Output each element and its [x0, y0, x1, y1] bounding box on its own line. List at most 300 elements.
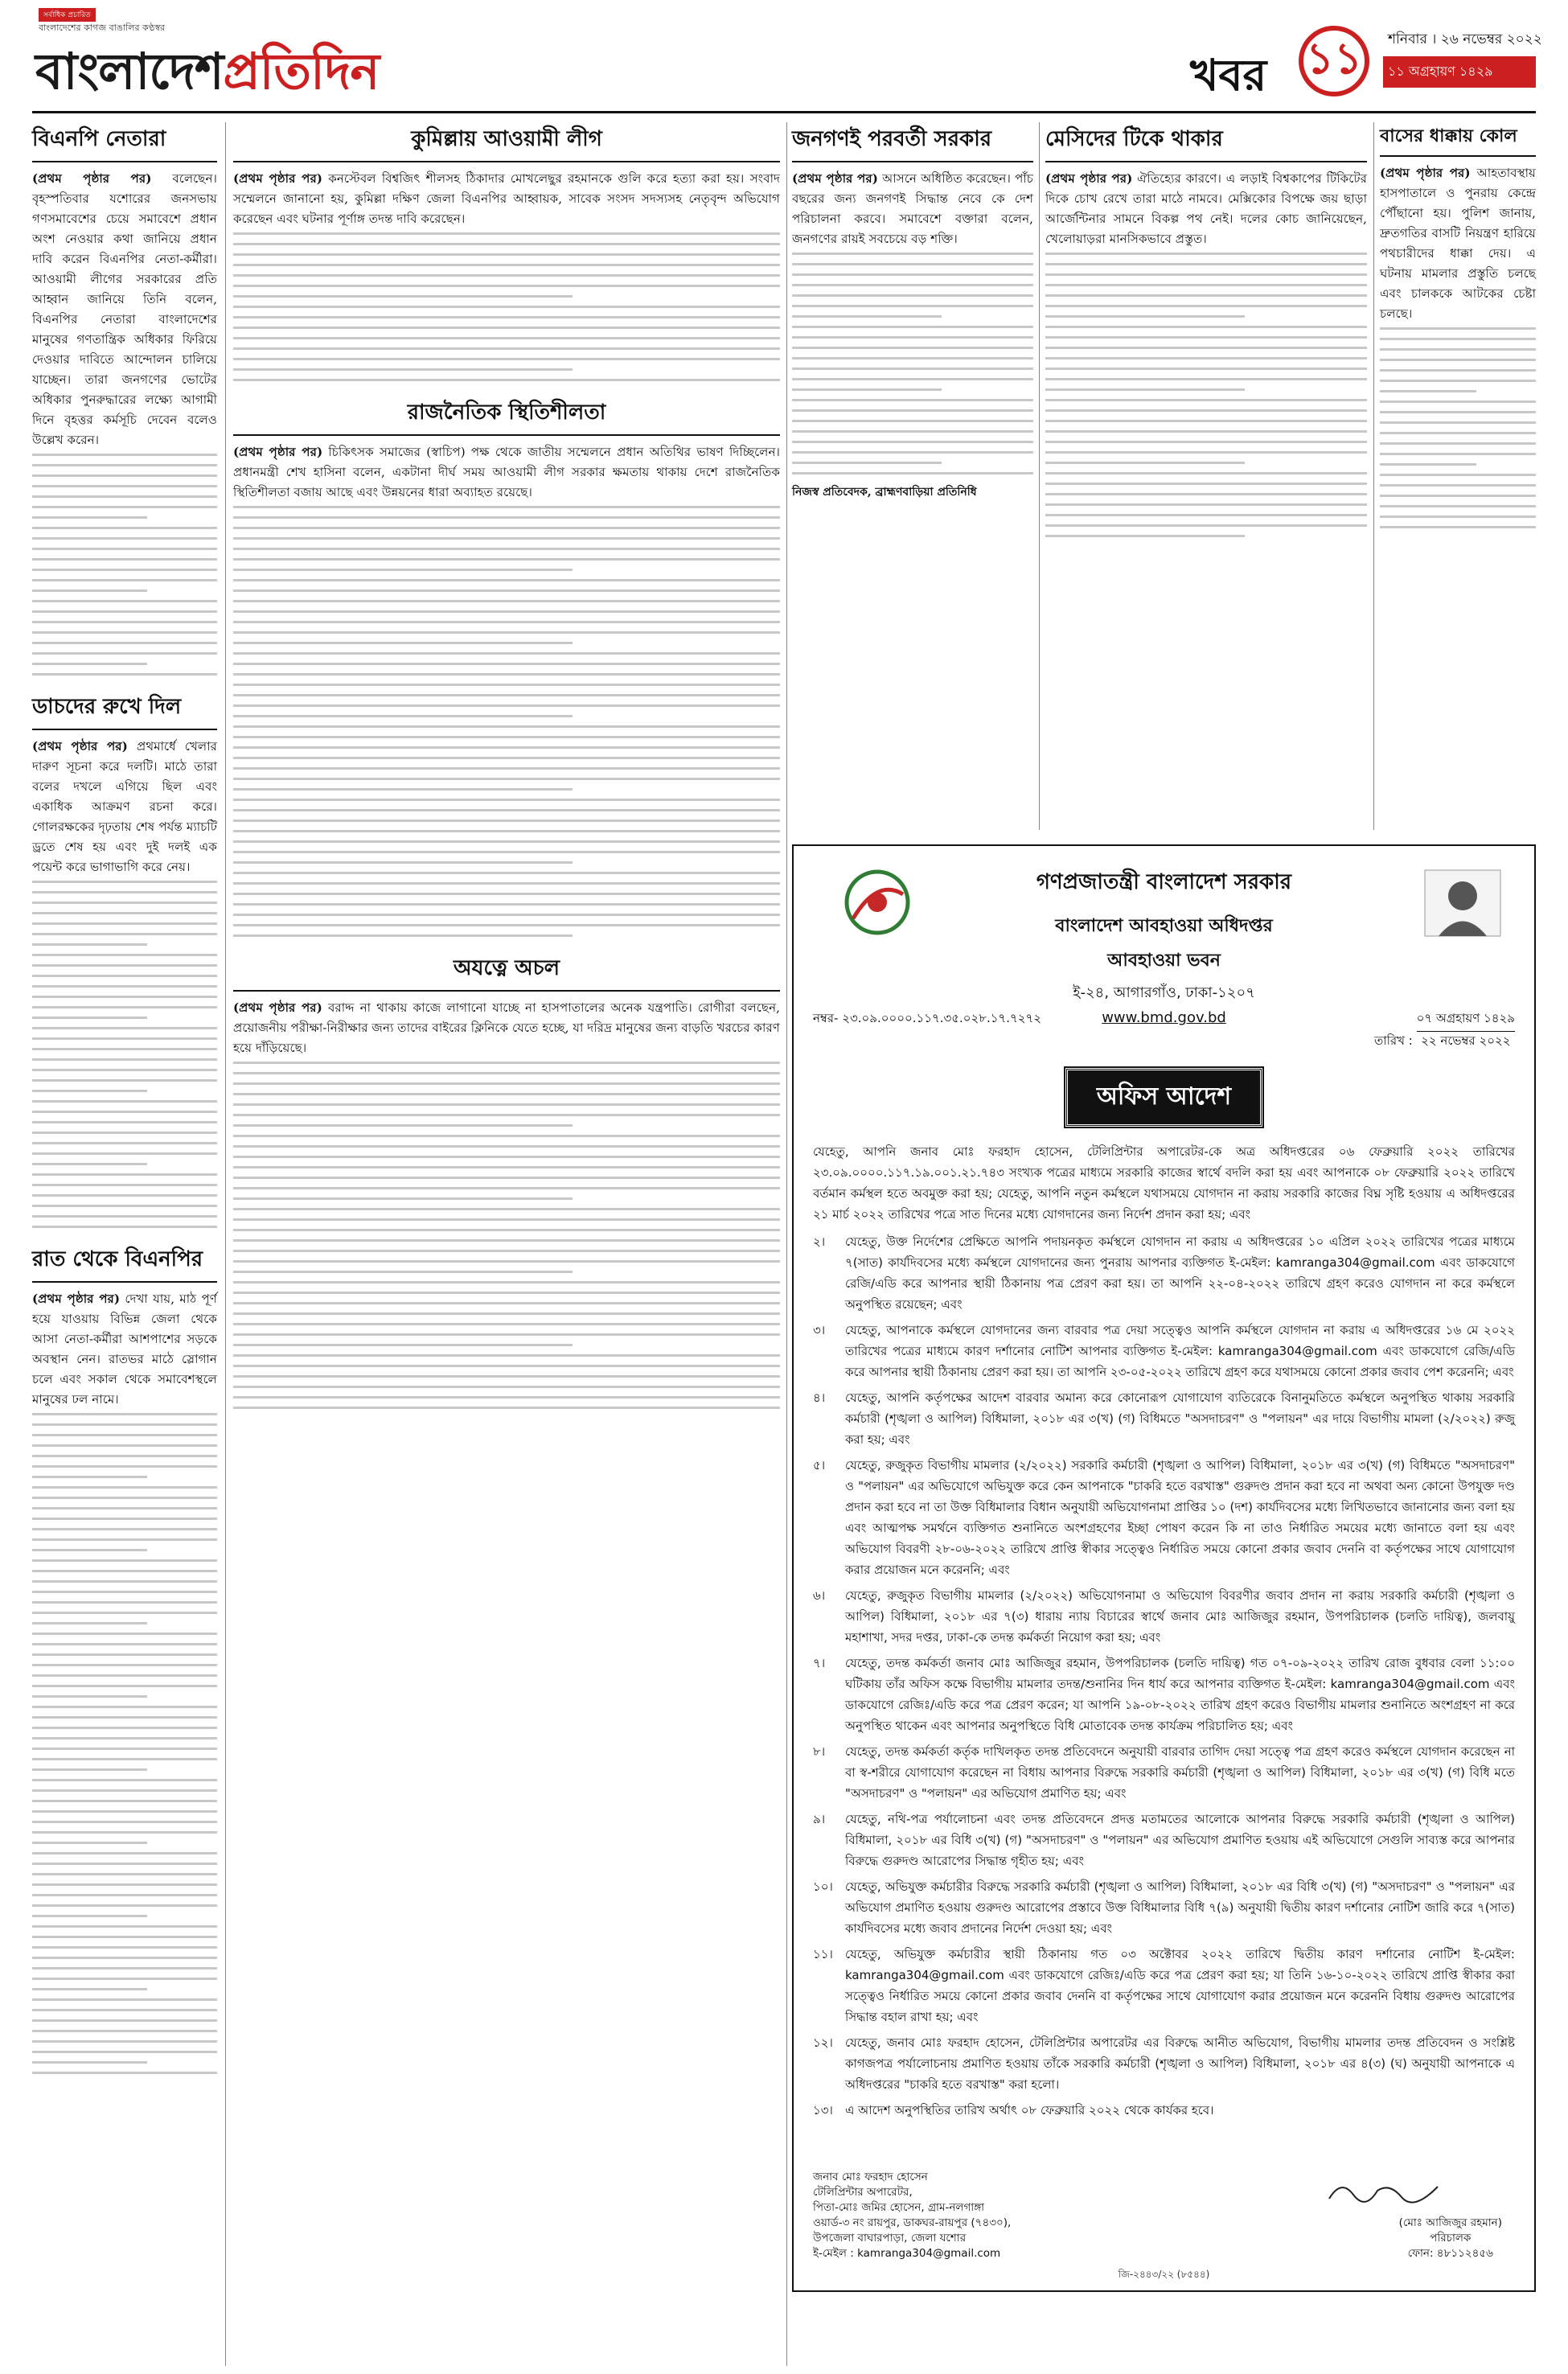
text-line — [32, 506, 217, 508]
text-line — [32, 1163, 147, 1165]
article-neglected — [233, 951, 780, 1409]
text-line — [1380, 442, 1536, 445]
text-line — [1045, 483, 1367, 485]
text-line — [32, 881, 217, 883]
text-line — [1045, 409, 1367, 412]
text-line — [233, 1187, 780, 1189]
text-line — [32, 1215, 217, 1218]
text-line — [233, 851, 780, 853]
text-line — [233, 1333, 780, 1336]
text-line — [1380, 327, 1536, 330]
text-line — [32, 1978, 217, 1980]
text-line — [233, 537, 780, 540]
article-body: (প্রথম পৃষ্ঠার পর) চিকিৎসক সমাজের (স্বাচিপ) পক্ষ থেকে জাতীয় সম্মেলনে প্রধান অতিথির ভাষণ দিচ্ছিলেন। প্রধানমন্ত্রী শেখ হাসিনা বলেন, একটানা দীর্ঘ সময় আওয়ামী লীগ সরকার ক্ষমতায় থাকায় দেশে রাজনৈতিক স্থিতিশীলতা বজায় আছে এবং উন্নয়নের ধারা অব্যাহত রয়েছে। — [233, 445, 780, 499]
notice-item-text: যেহেতু, তদন্ত কর্মকর্তা জনাব মোঃ আজিজুর রহমান, উপপরিচালক (চলতি দায়িত্ব) গত ০৭-০৯-২০২২ তারিখ রোজ বুধবার বেলা ১১:০০ ঘটিকায় তাঁর অফিস কক্ষে বিভাগীয় মামলার তদন্ত/শুনানির দিন ধার্য করে আপনার ব্যক্তিগত ই-মেইল: kamranga304@gmail.com এবং ডাকযোগে রেজিঃ/এডি করে পত্র প্রেরণ করেন; যা আপনি ১৯-০৮-২০২২ তারিখ গ্রহণ করেও বিভাগীয় মামলার শুনানিতে অংশগ্রহণ না করে অনুপস্থিত থাকেন এবং আপনার অনুপস্থিতে বিধি মোতাবেক তদন্ত কার্যক্রম পরিচালিত হয়; এবং — [845, 1656, 1515, 1733]
notice-date-english: ২২ নভেম্বর ২০২২ — [1421, 1033, 1511, 1048]
text-line — [233, 558, 780, 561]
text-line — [32, 1633, 217, 1635]
notice-item — [813, 1741, 1515, 1804]
text-line — [233, 893, 780, 895]
date-bangla: ১১ অগ্রহায়ণ ১৪২৯ — [1383, 56, 1536, 88]
text-line — [1045, 514, 1367, 516]
text-line — [32, 1967, 217, 1969]
article-continuation — [32, 1413, 217, 2074]
text-line — [32, 1497, 217, 1499]
notice-item-number: ১২। — [813, 2035, 833, 2050]
text-line — [792, 347, 1033, 349]
text-line — [1045, 253, 1367, 255]
text-line — [233, 819, 780, 822]
text-line — [32, 1476, 147, 1478]
text-line — [233, 506, 780, 508]
text-line — [32, 569, 217, 571]
text-line — [233, 379, 780, 381]
text-line — [233, 232, 780, 235]
text-line — [233, 1271, 573, 1273]
text-line — [32, 2040, 217, 2043]
text-line — [233, 934, 573, 937]
notice-intro: যেহেতু, আপনি জনাব মোঃ ফরহাদ হোসেন, টেলিপ্রিন্টার অপারেটর-কে অত্র অধিদপ্তরের ০৬ ফেব্রুয়ারি ২০২২ তারিখের ২৩.০৯.০০০০.১১৭.১৯.০০১.২১.৭৪৩ সংখ্যক পত্রের মাধ্যমে সরকারি কাজের স্বার্থে বদলি করা হয় এবং আপনাকে ০৮ ফেব্রুয়ারি ২০২২ তারিখে বর্তমান কর্মস্থল হতে অবমুক্ত করা হয়; যেহেতু, আপনি নতুন কর্মস্থলে যথাসময়ে যোগদান না করায় সরকারি কাজের বিঘ্ন সৃষ্টি হওয়ায় এ অধিদপ্তরের ২১ মার্চ ২০২২ তারিখের পত্রে সাত দিনের মধ্যে যোগদানের জন্য নির্দেশ প্রদান করা হয়; এবং — [813, 1144, 1515, 1222]
text-line — [792, 263, 1033, 265]
text-line — [32, 985, 217, 988]
text-line — [233, 1093, 780, 1095]
article-body: (প্রথম পৃষ্ঠার পর) দেখা যায়, মাঠ পূর্ণ হয়ে যাওয়ায় বিভিন্ন জেলা থেকে আসা নেতা-কর্মীরা আশপাশের সড়কে অবস্থান নেন। রাতভর মাঠে স্লোগান চলে এবং সকাল থেকে সমাবেশস্থলে মানুষের ঢল নামে। — [32, 1292, 217, 1407]
article-continuation — [792, 253, 1033, 474]
notice-item-number: ৮। — [813, 1744, 826, 1759]
text-line — [792, 462, 942, 464]
text-line — [1380, 359, 1536, 361]
notice-item — [813, 1944, 1515, 2027]
text-line — [792, 284, 1033, 286]
text-line — [32, 1695, 147, 1698]
text-line — [32, 1842, 147, 1844]
text-line — [1380, 484, 1536, 487]
text-line — [233, 621, 780, 623]
text-line — [1045, 305, 1367, 307]
text-line — [32, 485, 217, 487]
notice-item-number: ৬। — [813, 1588, 826, 1603]
text-line — [233, 1135, 780, 1137]
notice-item-text: যেহেতু, রুজুকৃত বিভাগীয় মামলার (২/২০২২) সরকারি কর্মচারী (শৃঙ্খলা ও আপিল) বিধিমালা, ২০১৮ এর ৩(খ) (গ) বিধিমতে "অসদাচরণ" ও "পলায়ন" এর অভিযোগে অভিযুক্ত করে কেন আপনাকে "চাকরি হতে বরখাস্ত" গুরুদণ্ড প্রদান করা হবে না অথবা অন্য কোনো উপযুক্ত দণ্ড প্রদান করা হবে না তা উক্ত বিধিমালার বিধান অনুযায়ী অভিযোগনামা প্রাপ্তির ১০ (দশ) কার্যদিবসের মধ্যে লিখিতভাবে জানানোর জন্য বলা হয় এবং আত্মপক্ষ সমর্থনে ব্যক্তিগত শুনানিতে অংশগ্রহণের ইচ্ছা পোষণ করেন কি না তাও নির্ধারিত সময়ের মধ্যে জানাতে বলা হয় এবং অভিযোগ বিবরণী ২৮-০৬-২০২২ তারিখে প্রাপ্তি স্বীকার সত্ত্বেও নির্ধারিত সময়ে কোনো প্রকার জবাব দেননি বা কর্তৃপক্ষের সাথে যোগাযোগ করার প্রয়োজন মনে করেননি; এবং — [845, 1458, 1515, 1577]
text-line — [233, 903, 780, 906]
article-title: রাজনৈতিক স্থিতিশীলতা — [233, 396, 780, 436]
text-line — [233, 548, 780, 550]
text-line — [792, 357, 1033, 359]
text-line — [1045, 462, 1245, 464]
article-bus-crash — [1380, 122, 1536, 528]
text-line — [233, 736, 780, 738]
text-line — [32, 933, 217, 935]
article-cumilla — [233, 122, 780, 381]
text-line — [792, 472, 1033, 474]
text-line — [1045, 472, 1367, 474]
notice-recipient-line: ওয়ার্ড-৩ নং রায়পুর, ডাকঘর-রায়পুর (৭৪৩০), — [813, 2216, 1012, 2229]
text-line — [1380, 432, 1536, 434]
text-line — [1045, 315, 1245, 318]
notice-item-text: যেহেতু, তদন্ত কর্মকর্তা কর্তৃক দাখিলকৃত তদন্ত প্রতিবেদনে অনুযায়ী বারবার তাগিদ দেয়া সত্ত্বে পত্র গ্রহণ করেও কর্মস্থলে যোগদান করেছেন না বা স্ব-শরীরে যোগাযোগ করেছেন না বিধায় আপনার বিরুদ্ধে সরকারি কর্মচারী (শৃঙ্খলা ও আপিল) বিধিমালা, ২০১৮ এর ৩(খ) (গ) বিধি মতে "অসদাচরণ" ও "পলায়ন" এর অভিযোগ প্রমাণিত হয়; এবং — [845, 1744, 1515, 1801]
notice-website-link[interactable]: www.bmd.gov.bd — [1102, 1009, 1226, 1026]
text-line — [1380, 453, 1536, 455]
text-line — [792, 294, 1033, 297]
text-line — [233, 663, 780, 665]
text-line — [792, 305, 1033, 307]
text-line — [32, 527, 217, 529]
notice-recipient-line: জনাব মোঃ ফরহাদ হোসেন — [813, 2171, 928, 2183]
text-line — [32, 673, 217, 676]
text-line — [32, 1444, 217, 1447]
text-line — [1380, 515, 1536, 518]
text-line — [233, 642, 573, 644]
text-line — [1380, 338, 1536, 340]
text-line — [233, 788, 573, 791]
text-line — [32, 1789, 217, 1792]
text-line — [32, 1037, 217, 1040]
text-line — [32, 922, 217, 925]
text-line — [32, 548, 217, 550]
text-line — [233, 1156, 780, 1158]
text-line — [32, 631, 217, 634]
notice-title-wrap — [813, 1068, 1515, 1127]
notice-item — [813, 1455, 1515, 1580]
notice-item — [813, 2032, 1515, 2095]
notice-item-text: যেহেতু, আপনি কর্তৃপক্ষের আদেশ বারবার অমান্য করে কোনোরূপ যোগাযোগ ব্যতিরেকে বিনানুমতিতে কর্মস্থলে অনুপস্থিত থাকায় সরকারি কর্মচারী (শৃঙ্খলা ও আপিল) বিধিমালা, ২০১৮ এর ৩(খ) (গ) বিধিমতে "অসদাচরণ" ও "পলায়ন" এর দায়ে বিভাগীয় মামলা (২/২০২২) রুজু করা হয়; এবং — [845, 1390, 1515, 1447]
date-box — [1383, 26, 1542, 88]
text-line — [32, 1173, 217, 1176]
article-title: অযত্নে অচল — [233, 951, 780, 992]
notice-item-text: যেহেতু, নথি-পত্র পর্যালোচনা এবং তদন্ত প্রতিবেদনে প্রদত্ত মতামতের আলোকে আপনার বিরুদ্ধে সরকারি কর্মচারী (শৃঙ্খলা ও আপিল) বিধিমালা, ২০১৮ এর বিধি ৩(খ) (গ) "অসদাচরণ" ও "পলায়ন" এর অভিযোগ প্রমাণিত হওয়ায় এই অভিযোগে সেগুলি সাব্যস্ত করে আপনার বিরুদ্ধে গুরুদণ্ড আরোপের সিদ্ধান্ত গৃহীত হয়; এবং — [845, 1812, 1515, 1868]
text-line — [32, 1559, 217, 1562]
text-line — [233, 569, 573, 571]
column-1 — [32, 122, 217, 2089]
text-line — [32, 1685, 217, 1687]
text-line — [233, 1260, 780, 1263]
text-line — [32, 1486, 217, 1489]
text-line — [32, 454, 217, 456]
page-number: ১১ — [1299, 26, 1369, 97]
text-line — [32, 943, 147, 946]
text-line — [1045, 263, 1367, 265]
text-line — [233, 1197, 573, 1200]
text-line — [32, 1079, 217, 1082]
text-line — [32, 1768, 147, 1771]
article-title: ডাচদের রুখে দিল — [32, 690, 217, 730]
text-line — [233, 264, 780, 266]
text-line — [233, 285, 780, 287]
text-line — [1045, 326, 1367, 328]
text-line — [233, 1166, 780, 1169]
text-line — [32, 1779, 217, 1781]
article-byline: নিজস্ব প্রতিবেদক, ব্রাহ্মণবাড়িয়া প্রতিনিধি — [792, 486, 977, 499]
text-line — [32, 1706, 217, 1708]
text-line — [32, 1727, 217, 1729]
text-line — [32, 1152, 217, 1155]
notice-signatory — [1399, 2216, 1502, 2261]
article-title: জনগণই পরবর্তী সরকার — [792, 122, 1033, 162]
text-line — [32, 1716, 217, 1719]
column-divider — [1039, 122, 1040, 830]
text-line — [32, 1800, 217, 1802]
text-line — [1380, 369, 1536, 372]
notice-recipient-line: পিতা-মোঃ জমির হোসেন, গ্রাম-নলগাঙ্গা — [813, 2201, 985, 2214]
text-line — [1045, 388, 1245, 391]
text-line — [233, 767, 780, 770]
text-line — [233, 757, 780, 759]
masthead-tag: সর্বাধিক প্রচারিত — [39, 8, 96, 22]
text-line — [233, 882, 780, 885]
text-line — [32, 1413, 217, 1415]
text-line — [1045, 441, 1367, 443]
text-line — [792, 451, 1033, 454]
text-line — [32, 2051, 217, 2053]
article-body: (প্রথম পৃষ্ঠার পর) বরাদ্দ না থাকায় কাজে লাগানো যাচ্ছে না হাসপাতালের অনেক যন্ত্রপাতি। রোগীরা বলছেন, প্রয়োজনীয় পরীক্ষা-নিরীক্ষার জন্য তাদের বাইরের ক্লিনিকে যেতে হচ্ছে, যা দরিদ্র মানুষের জন্য বাড়তি খরচের কারণ হয়ে দাঁড়িয়েছে। — [233, 1000, 780, 1055]
text-line — [233, 295, 573, 298]
text-line — [32, 964, 217, 967]
text-line — [233, 1103, 780, 1106]
notice-item — [813, 1653, 1515, 1736]
notice-item-number: ৯। — [813, 1812, 826, 1826]
text-line — [32, 1915, 147, 1917]
article-next-government — [792, 122, 1033, 503]
text-line — [32, 1184, 217, 1186]
article-dutch — [32, 690, 217, 1228]
text-line — [32, 663, 147, 665]
text-line — [1380, 390, 1476, 392]
text-line — [233, 684, 780, 686]
text-line — [32, 589, 147, 592]
article-continuation — [32, 454, 217, 676]
notice-date-bangla: ০৭ অগ্রহায়ণ ১৪২৯ — [1417, 1009, 1515, 1032]
text-line — [32, 1664, 217, 1666]
date-english: শনিবার । ২৬ নভেম্বর ২০২২ — [1388, 31, 1542, 47]
text-line — [233, 809, 780, 811]
article-body: (প্রথম পৃষ্ঠার পর) আসনে অধিষ্ঠিত করেছেন। পাঁচ বছরের জন্য জনগণই সিদ্ধান্ত নেবে কে দেশ পরিচালনা করবে। সমাবেশে বক্তারা বলেন, জনগণের রায়ই সবচেয়ে বড় শক্তি। — [792, 171, 1033, 246]
text-line — [1045, 378, 1367, 380]
text-line — [32, 1998, 217, 2001]
logo-main: বাংলাদেশ — [35, 42, 224, 101]
notice-item-number: ১০। — [813, 1879, 833, 1894]
text-line — [233, 347, 780, 350]
text-line — [792, 326, 1033, 328]
text-line — [32, 1873, 217, 1875]
text-line — [233, 1124, 573, 1127]
notice-dept: বাংলাদেশ আবহাওয়া অধিদপ্তর — [1055, 916, 1273, 936]
notice-item-number: ১৩। — [813, 2103, 833, 2117]
article-continuation — [1380, 327, 1536, 528]
text-line — [1045, 336, 1367, 339]
text-line — [1045, 357, 1367, 359]
text-line — [233, 673, 780, 676]
text-line — [32, 1423, 217, 1426]
text-line — [32, 2019, 217, 2022]
article-body: (প্রথম পৃষ্ঠার পর) বলেছেন। বৃহস্পতিবার যশোরের জনসভায় গণসমাবেশের চেয়ে সমাবেশে প্রধান অংশ নেওয়ার কথা জানিয়ে প্রধান দাবি করেন বিএনপির নেতা-কর্মীরা। আওয়ামী লীগের সরকারের প্রতি আহ্বান জানিয়ে তিনি বলেন, বিএনপির নেতারা বাংলাদেশের মানুষের গণতান্ত্রিক অধিকার ফিরিয়ে দেওয়ার দাবিতে আন্দোলন চালিয়ে যাচ্ছেন। তারা জনগণের ভোটের অধিকার পুনরুদ্ধারের লক্ষ্যে আগামী দিনে বৃহত্তর কর্মসূচি দেবেন বলেও উল্লেখ করেন। — [32, 171, 217, 447]
text-line — [32, 1100, 217, 1103]
text-line — [1045, 535, 1245, 537]
text-line — [32, 1090, 147, 1092]
text-line — [233, 1177, 780, 1179]
text-line — [32, 1507, 217, 1509]
text-line — [233, 358, 780, 360]
text-line — [792, 378, 1033, 380]
text-line — [32, 1674, 217, 1677]
text-line — [32, 1894, 217, 1896]
article-political-stability — [233, 396, 780, 937]
text-line — [32, 1434, 217, 1436]
text-line — [32, 2009, 217, 2011]
column-divider — [225, 122, 226, 2366]
text-line — [32, 1925, 217, 1928]
portrait-emblem-icon — [1418, 862, 1507, 943]
text-line — [233, 527, 780, 529]
section-title: খবর — [1190, 50, 1267, 101]
text-line — [233, 840, 780, 843]
notice-item-number: ১১। — [813, 1947, 833, 1961]
text-line — [32, 1194, 217, 1197]
text-line — [1045, 273, 1367, 276]
text-line — [792, 315, 942, 318]
text-line — [32, 1518, 217, 1520]
column-messi — [1045, 122, 1367, 552]
text-line — [792, 253, 1033, 255]
text-line — [792, 388, 942, 391]
text-line — [32, 558, 217, 561]
text-line — [792, 441, 1033, 443]
text-line — [32, 1758, 217, 1760]
notice-item — [813, 1320, 1515, 1382]
article-body: (প্রথম পৃষ্ঠার পর) কনস্টেবল বিশ্বজিৎ শীলসহ ঠিকাদার মোখলেছুর রহমানকে গুলি করে হত্যা করা হয়। সংবাদ সম্মেলনে জানানো হয়, কুমিল্লা দক্ষিণ জেলা বিএনপির আহ্বায়ক, সাবেক সংসদ সদস্যসহ নেতৃবৃন্দ অভিযোগ করেছেন এবং ঘটনার পূর্ণাঙ্গ তদন্ত দাবি করেছেন। — [233, 171, 781, 226]
text-line — [1045, 368, 1367, 370]
text-line — [233, 1302, 780, 1304]
text-line — [32, 516, 147, 519]
article-continuation — [233, 232, 780, 381]
article-title: মেসিদের টিকে থাকার — [1045, 122, 1367, 162]
text-line — [1045, 420, 1367, 422]
text-line — [233, 1354, 780, 1357]
column-next-government — [792, 122, 1033, 517]
text-line — [32, 474, 217, 477]
column-divider — [1373, 122, 1374, 830]
text-line — [32, 1048, 217, 1050]
text-line — [32, 1957, 217, 1959]
text-line — [792, 409, 1033, 412]
article-continuation — [1045, 253, 1367, 537]
notice-item — [813, 2100, 1515, 2121]
text-line — [32, 996, 217, 998]
text-line — [1045, 493, 1367, 495]
column-2 — [233, 122, 780, 1423]
text-line — [32, 495, 217, 498]
text-line — [1380, 400, 1536, 403]
article-continuation — [233, 1062, 780, 1409]
text-line — [32, 464, 217, 466]
text-line — [32, 1570, 217, 1572]
text-line — [233, 631, 780, 634]
notice-item-text: যেহেতু, জনাব মোঃ ফরহাদ হোসেন, টেলিপ্রিন্টার অপারেটর এর বিরুদ্ধে আনীত অভিযোগ, বিভাগীয় মামলার তদন্ত প্রতিবেদন ও সংশ্লিষ্ট কাগজপত্র পর্যালোচনায় প্রমাণিত হওয়ায় তাঁকে সরকারি কর্মচারী (শৃঙ্খলা ও আপিল) বিধিমালা, ২০১৮ এর ৪(৩) (ঘ) অনুযায়ী আপনাকে এ অধিদপ্তরের "চাকরি হতে বরখাস্ত" করা হলো। — [845, 2035, 1515, 2092]
article-title: বাসের ধাক্কায় কোল — [1380, 122, 1536, 157]
text-line — [1045, 524, 1367, 527]
text-line — [32, 2072, 217, 2074]
notice-item — [813, 1876, 1515, 1939]
article-title: কুমিল্লায় আওয়ামী লীগ — [233, 122, 780, 162]
text-line — [233, 1407, 780, 1409]
text-line — [32, 1883, 217, 1886]
text-line — [1045, 430, 1367, 433]
column-bus-crash — [1380, 122, 1536, 543]
text-line — [233, 725, 780, 728]
text-line — [1045, 347, 1367, 349]
text-line — [32, 1580, 217, 1583]
notice-recipient-line: উপজেলা বাঘারপাড়া, জেলা যশোর — [813, 2232, 967, 2245]
mujib-borsho-logo-icon — [829, 862, 926, 943]
notice-memo: নম্বর- ২৩.০৯.০০০০.১১৭.৩৫.০২৮.১৭.৭২৭২ — [813, 1011, 1042, 1025]
text-line — [233, 337, 780, 339]
text-line — [1045, 294, 1367, 297]
article-messi — [1045, 122, 1367, 537]
text-line — [233, 1386, 780, 1388]
text-line — [32, 1205, 217, 1207]
article-body: (প্রথম পৃষ্ঠার পর) প্রথমার্ধে খেলার দারুণ সূচনা করে দলটি। মাঠে তারা বলের দখলে এগিয়ে ছিল এবং একাধিক আক্রমণ রচনা করে। গোলরক্ষকের দৃঢ়তায় শেষ পর্যন্ত ম্যাচটি ড্রতে শেষ হয় এবং দুই দলই এক পয়েন্ট করে ভাগাভাগি করে নেয়। — [32, 739, 217, 874]
article-body: (প্রথম পৃষ্ঠার পর) ঐতিহ্যের কারণে। এ লড়াই বিশ্বকাপের টিকিটের দিকে চোখ রেখে তারা মাঠে নামবে। মেক্সিকোর বিপক্ষে জয় ছাড়া আর্জেন্টিনার সামনে বিকল্প পথ নেই। দলের কোচ জানিয়েছেন, খেলোয়াড়রা মানসিকভাবে প্রস্তুত। — [1045, 171, 1367, 246]
text-line — [792, 420, 1033, 422]
text-line — [32, 1121, 217, 1123]
article-body: (প্রথম পৃষ্ঠার পর) আহতাবস্থায় হাসপাতালে ও পুনরায় কেন্দ্রে পৌঁছানো হয়। পুলিশ জানায়, দ্রুতগতির বাসটি নিয়ন্ত্রণ হারিয়ে পথচারীদের ধাক্কা দেয়। এ ঘটনায় মামলার প্রস্তুতি চলছে এবং চালককে আটকের চেষ্টা চলছে। — [1380, 166, 1536, 321]
masthead-rule — [32, 111, 1536, 113]
text-line — [32, 1058, 217, 1061]
text-line — [233, 243, 780, 245]
text-line — [1380, 474, 1536, 476]
notice-recipient-line: টেলিপ্রিন্টার অপারেটর, — [813, 2186, 913, 2199]
text-line — [233, 1396, 780, 1399]
text-line — [233, 274, 780, 277]
text-line — [32, 1017, 147, 1019]
text-line — [32, 1549, 147, 1551]
text-line — [233, 872, 780, 874]
text-line — [32, 1737, 217, 1739]
text-line — [32, 652, 217, 655]
text-line — [233, 924, 780, 926]
text-line — [233, 694, 780, 696]
article-title: রাত থেকে বিএনপির — [32, 1242, 217, 1283]
text-line — [233, 914, 780, 916]
notice-recipient — [813, 2170, 1011, 2261]
government-notice — [792, 844, 1536, 2292]
text-line — [1380, 463, 1476, 466]
text-line — [1380, 380, 1536, 382]
text-line — [233, 778, 780, 780]
text-line — [32, 1538, 217, 1541]
notice-footer-code: জি-২৪৪৩/২২ (৮৫৪৪) — [1118, 2269, 1210, 2280]
masthead — [32, 8, 1542, 105]
text-line — [32, 537, 217, 540]
text-line — [32, 912, 217, 914]
text-line — [32, 621, 217, 623]
text-line — [233, 589, 780, 592]
text-line — [792, 430, 1033, 433]
notice-item-text: এ আদেশ অনুপস্থিতির তারিখ অর্থাৎ ০৮ ফেব্রুয়ারি ২০২২ থেকে কার্যকর হবে। — [845, 2103, 1214, 2117]
column-divider — [786, 122, 787, 2366]
text-line — [32, 2030, 217, 2032]
text-line — [32, 1622, 147, 1624]
notice-item-text: যেহেতু, অভিযুক্ত কর্মচারীর বিরুদ্ধে সরকারি কর্মচারী (শৃঙ্খলা ও আপিল) বিধিমালা, ২০১৮ এর বিধি ৩(খ) (গ) "অসদাচরণ" ও "পলায়ন" এর অভিযোগ প্রমাণিত হওয়ায় গুরুদণ্ড আরোপের প্রস্তাবে উক্ত বিধিমালার বিধি ৭(৯) অনুযায়ী দ্বিতীয় কারণ দর্শানোর নোটিশ জারি করে ৭(সাত) কার্যদিবসের মধ্যে জবাব প্রদানের নির্দেশ দেওয়া হয়; এবং — [845, 1879, 1515, 1936]
notice-bhaban: আবহাওয়া ভবন — [1107, 951, 1221, 971]
text-line — [792, 273, 1033, 276]
text-line — [233, 1082, 780, 1085]
notice-item-number: ২। — [813, 1234, 826, 1249]
text-line — [233, 715, 573, 717]
text-line — [792, 336, 1033, 339]
text-line — [32, 1821, 217, 1823]
text-line — [32, 1852, 217, 1854]
text-line — [1045, 451, 1367, 454]
